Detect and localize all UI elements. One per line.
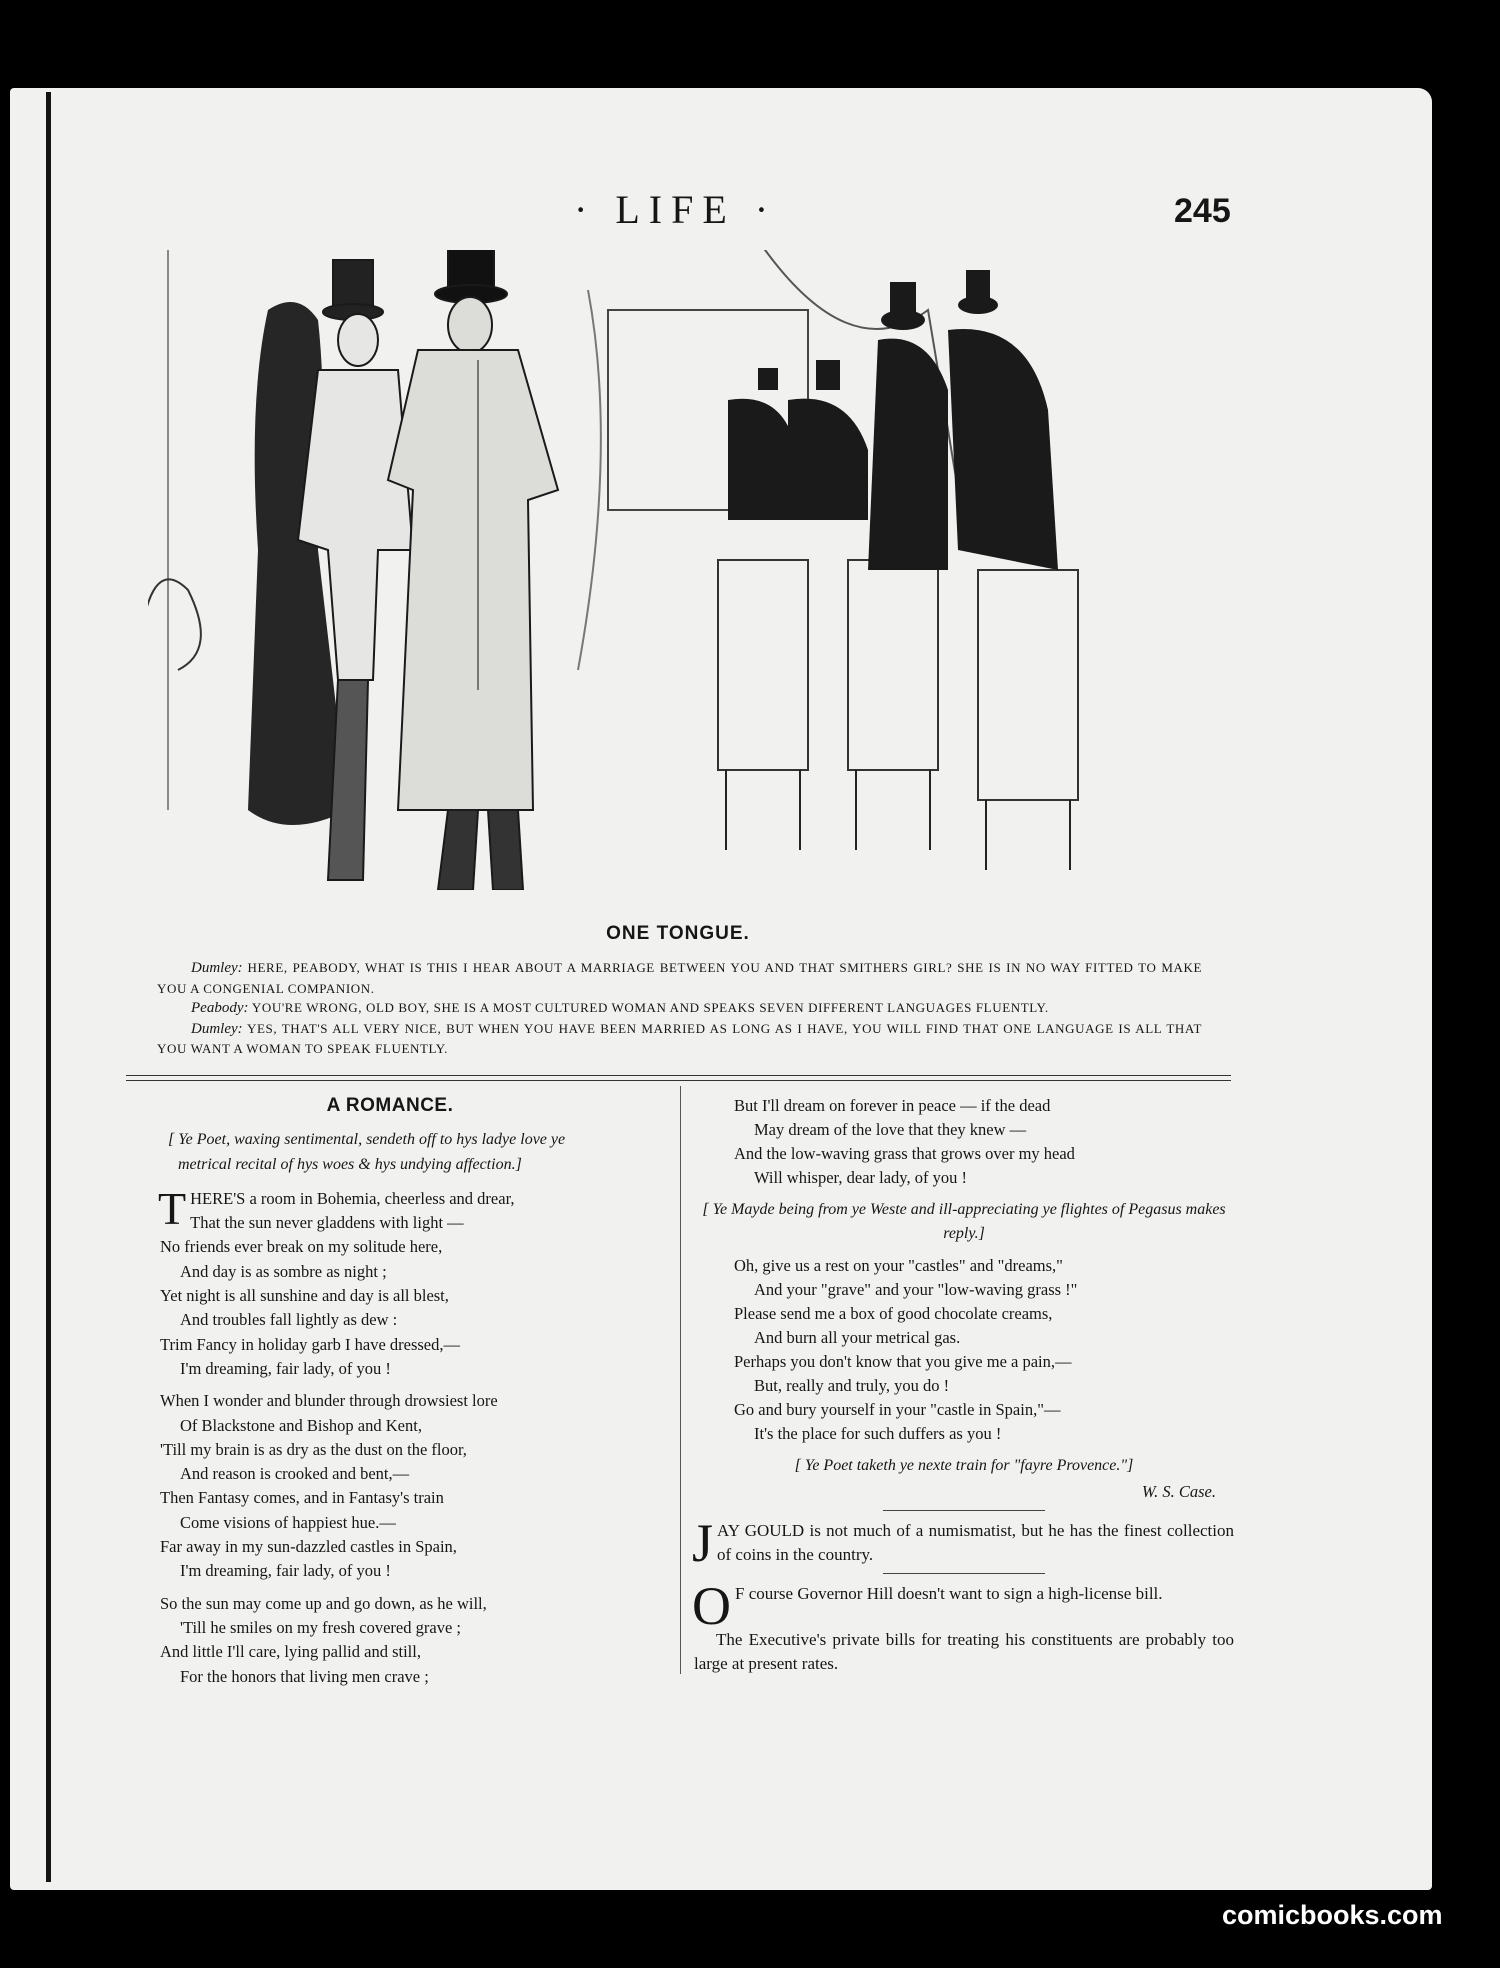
verse-line: And your "grave" and your "low-waving grass !" [754,1280,1078,1299]
speaker: Dumley: [191,960,243,976]
drop-cap: J [692,1513,714,1573]
column-divider [680,1086,681,1674]
poem-outro: [ Ye Poet taketh ye nexte train for "fayre Provence."] [794,1457,1134,1474]
poem-stanza-3 [160,1592,620,1689]
poem-stanza-1 [158,1182,620,1381]
verse-line: But I'll dream on forever in peace — if the dead [734,1096,1051,1115]
speaker: Peabody: [191,1000,249,1016]
verse-line: But, really and truly, you do ! [754,1376,950,1395]
verse-line: 'Till my brain is as dry as the dust on the floor, [160,1439,467,1459]
item-divider [883,1573,1045,1574]
section-divider [126,1080,1231,1081]
poem-intro: [ Ye Poet, waxing sentimental, sendeth off to hys ladye love ye metrical recital of hys woes & hys undying affection.] [168,1131,566,1173]
dialogue-text: YOU'RE WRONG, OLD BOY, SHE IS A MOST CULTURED WOMAN AND SPEAKS SEVEN DIFFERENT LANGUAGES FLUENTLY. [251,1000,1049,1015]
hill-item [692,1576,1234,1636]
cartoon-illustration [148,250,1194,890]
cartoon-dialogue [157,958,1202,1059]
section-divider [126,1075,1231,1076]
left-column [160,1094,620,1697]
masthead: · LIFE · [574,187,778,232]
hill-text: F course Governor Hill doesn't want to sign a high-license bill. [735,1584,1163,1603]
poem-stanza-4 [694,1094,1234,1190]
verse-line: Then Fantasy comes, and in Fantasy's train [160,1488,444,1508]
page-number: 245 [1174,192,1231,230]
page-fold [46,92,51,1882]
verse-line: Yet night is all sunshine and day is all blest, [160,1286,449,1306]
verse-line: And little I'll care, lying pallid and still, [160,1642,421,1662]
dialogue-line-1 [157,958,1202,998]
verse-line: And day is as sombre as night ; [180,1261,387,1281]
verse-line: HERE'S a room in Bohemia, cheerless and drear, [190,1188,515,1208]
verse-line: And burn all your metrical gas. [754,1328,961,1347]
verse-line: Trim Fancy in holiday garb I have dressed,— [160,1334,461,1354]
verse-line: Far away in my sun-dazzled castles in Spain, [160,1537,457,1557]
poem-signature: W. S. Case. [1141,1482,1216,1501]
verse-line: And reason is crooked and bent,— [180,1464,410,1484]
dialogue-text: YES, THAT'S ALL VERY NICE, BUT WHEN YOU HAVE BEEN MARRIED AS LONG AS I HAVE, YOU WILL FIND THAT ONE LANGUAGE IS ALL THAT YOU WANT A WOMAN TO SPEAK FLUENTLY. [157,1020,1202,1056]
verse-line: Will whisper, dear lady, of you ! [754,1168,967,1187]
watermark: comicbooks.com [1222,1900,1443,1930]
verse-line: Come visions of happiest hue.— [180,1512,396,1532]
gould-item [692,1513,1234,1573]
verse-line: Go and bury yourself in your "castle in Spain,"— [734,1400,1061,1419]
verse-line: When I wonder and blunder through drowsiest lore [160,1391,498,1411]
reply-verse [694,1254,1234,1446]
poem-stanza-2 [160,1389,620,1583]
verse-line: Oh, give us a rest on your "castles" and "dreams," [734,1256,1063,1275]
reply-intro: [ Ye Mayde being from ye Weste and ill-appreciating ye flightes of Pegasus makes reply.] [702,1201,1226,1242]
drop-cap: T [158,1182,187,1234]
verse-line: 'Till he smiles on my fresh covered grave ; [180,1617,461,1637]
verse-line: Please send me a box of good chocolate creams, [734,1304,1053,1323]
cartoon-title: ONE TONGUE. [606,923,750,944]
right-column [694,1094,1234,1676]
verse-line: No friends ever break on my solitude here, [160,1237,443,1257]
verse-line: And the low-waving grass that grows over my head [734,1144,1075,1163]
verse-line: And troubles fall lightly as dew : [180,1310,398,1330]
verse-line: That the sun never gladdens with light — [190,1213,464,1233]
dialogue-line-3 [157,1019,1202,1059]
verse-line: Of Blackstone and Bishop and Kent, [180,1415,422,1435]
item-divider [883,1510,1045,1511]
verse-line: For the honors that living men crave ; [180,1666,429,1686]
verse-line: May dream of the love that they knew — [754,1120,1027,1139]
verse-line: So the sun may come up and go down, as he will, [160,1593,487,1613]
verse-line: I'm dreaming, fair lady, of you ! [180,1561,391,1581]
dialogue-line-2 [157,998,1202,1019]
speaker: Dumley: [191,1020,243,1037]
dialogue-text: HERE, PEABODY, WHAT IS THIS I HEAR ABOUT A MARRIAGE BETWEEN YOU AND THAT SMITHERS GIRL? SHE IS IN NO WAY FITTED TO MAKE YOU A CONGENIAL COMPANION. [157,960,1202,996]
poem-title: A ROMANCE. [326,1095,454,1116]
verse-line: It's the place for such duffers as you ! [754,1424,1002,1443]
verse-line: Perhaps you don't know that you give me a pain,— [734,1352,1072,1371]
executive-item: The Executive's private bills for treating his constituents are probably too large at present rates. [694,1630,1234,1673]
verse-line: I'm dreaming, fair lady, of you ! [180,1358,391,1378]
gould-text: AY GOULD is not much of a numismatist, but he has the finest collection of coins in the country. [717,1521,1234,1564]
drop-cap: O [692,1576,731,1636]
